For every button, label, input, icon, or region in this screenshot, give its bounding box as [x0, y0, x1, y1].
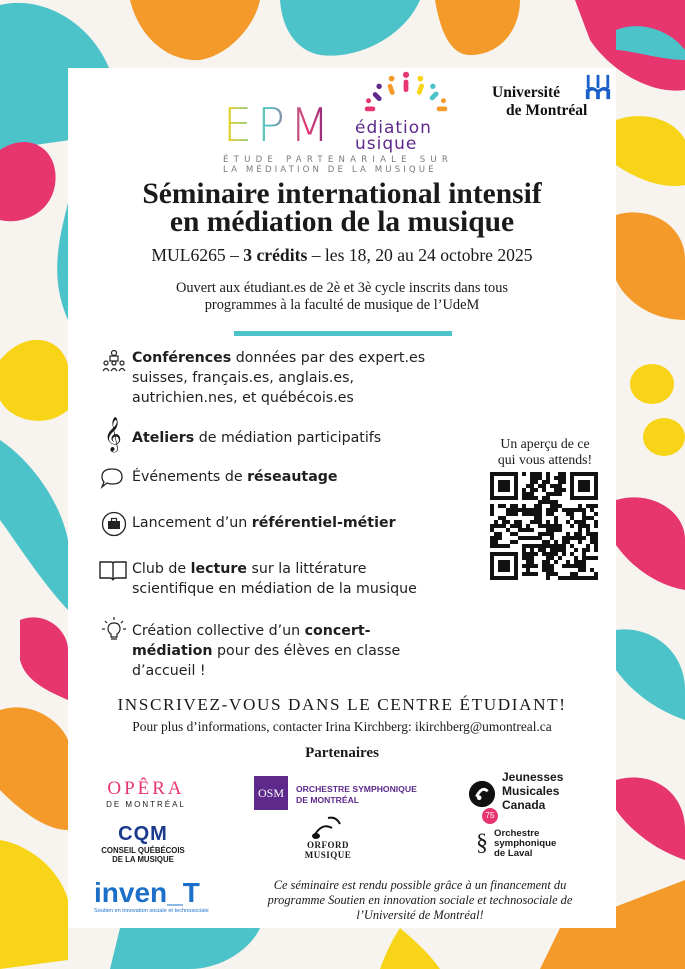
feature-conferences-line-2: suisses, français.es, anglais.es,	[132, 370, 355, 386]
jmc-logo	[468, 770, 578, 830]
epm-mediation: édiation	[355, 118, 432, 138]
feature-conferences	[132, 348, 452, 408]
feature-concert-bold-2: médiation	[132, 643, 213, 659]
invent-logo	[94, 878, 224, 914]
epm-logo	[223, 70, 463, 175]
qr-code[interactable]	[490, 472, 598, 580]
audience-line-2: programmes à la faculté de musique de l’UdeM	[204, 297, 480, 313]
feature-reseautage-bold: réseautage	[247, 469, 338, 485]
osl-logo	[476, 828, 586, 862]
feature-ateliers	[132, 428, 452, 448]
opera-sub: DE MONTRÉAL	[106, 800, 186, 809]
feature-concert-bold: concert-	[304, 623, 371, 639]
cqm-mark: CQM	[118, 823, 168, 845]
orford-logo	[298, 814, 358, 860]
funding-line-3: l’Université de Montréal!	[356, 908, 484, 922]
orford-line-1: ORFORD	[307, 840, 349, 850]
feature-lecture-rest: sur la littérature	[247, 561, 367, 577]
feature-reseautage-pre: Événements de	[132, 469, 248, 485]
osl-symbol-icon: §	[476, 830, 488, 856]
poster-card	[68, 68, 616, 928]
partners-heading: Partenaires	[305, 745, 379, 761]
feature-lecture-bold: lecture	[190, 561, 248, 577]
pink-blob	[0, 142, 56, 221]
opera-name: OPÊRA	[107, 778, 185, 799]
yellow-blob	[380, 928, 440, 969]
jmc-line-1: Jeunesses	[502, 770, 564, 784]
yellow-blob	[0, 340, 68, 421]
open-book-icon	[98, 557, 128, 583]
divider	[234, 331, 452, 336]
osm-logo	[254, 776, 434, 812]
course-info	[68, 245, 616, 266]
page-title-line-1: Séminaire international intensif	[142, 178, 542, 210]
feature-conferences-line-3: autrichien.nes, et québécois.es	[132, 390, 354, 406]
jmc-badge: 75	[482, 808, 498, 824]
osl-line-1: Orchestre	[494, 828, 540, 839]
feature-referentiel-bold: référentiel-métier	[251, 515, 396, 531]
course-dates: – les 18, 20 au 24 octobre 2025	[307, 245, 533, 265]
teal-blob	[110, 928, 260, 969]
feature-referentiel	[132, 513, 452, 533]
feature-reseautage	[132, 467, 452, 487]
feature-conferences-bold: Conférences	[132, 350, 232, 366]
speech-bubble-icon	[99, 465, 125, 491]
feature-conferences-rest: données par des expert.es	[231, 350, 426, 366]
feature-concert-line-3: d’accueil !	[132, 663, 206, 679]
epm-musique: usique	[355, 134, 418, 154]
teal-blob	[280, 0, 420, 56]
invent-mark: inven_T	[94, 877, 200, 908]
orange-blob	[0, 707, 68, 830]
pink-blob	[616, 777, 685, 860]
feature-referentiel-pre: Lancement d’un	[132, 515, 252, 531]
cta-heading: INSCRIVEZ-VOUS DANS LE CENTRE ÉTUDIANT!	[117, 695, 567, 714]
teal-blob	[616, 629, 685, 720]
feature-concert-rest: pour des élèves en classe	[212, 643, 401, 659]
feature-lecture-pre: Club de	[132, 561, 191, 577]
feature-ateliers-bold: Ateliers	[132, 430, 195, 446]
feature-concert-pre: Création collective d’un	[132, 623, 305, 639]
orange-blob	[130, 0, 260, 60]
orange-blob	[616, 212, 685, 320]
feature-lecture	[132, 559, 472, 599]
yellow-blob	[616, 116, 685, 186]
udem-emblem-icon	[584, 72, 612, 102]
yellow-dot	[643, 418, 685, 456]
feature-ateliers-rest: de médiation participatifs	[194, 430, 382, 446]
funding-line-2: programme Soutien en innovation sociale et technosociale de	[267, 893, 573, 907]
yellow-dot	[630, 364, 674, 404]
yellow-blob	[0, 840, 68, 969]
osl-line-3: de Laval	[494, 848, 533, 859]
osm-line-2: DE MONTRÉAL	[296, 795, 360, 805]
briefcase-icon	[101, 511, 127, 537]
cqm-line-1: CONSEIL QUÉBÉCOIS	[101, 846, 185, 855]
jmc-line-3: Canada	[502, 798, 546, 812]
cqm-line-2: DE LA MUSIQUE	[112, 855, 174, 864]
lightbulb-icon	[101, 616, 127, 642]
pink-blob	[20, 617, 68, 700]
university-logo	[492, 72, 617, 122]
invent-sub: Soutien en innovation sociale et technosociale	[94, 908, 209, 914]
osl-line-2: symphonique	[494, 838, 557, 849]
page-title-line-2: en médiation de la musique	[169, 206, 515, 238]
university-line-1: Université	[492, 84, 561, 101]
funding-line-1: Ce séminaire est rendu possible grâce à un financement du	[273, 878, 567, 892]
epm-subtitle-1: ÉTUDE PARTENARIALE SUR	[223, 155, 454, 165]
osm-line-1: ORCHESTRE SYMPHONIQUE	[296, 784, 417, 794]
university-line-2: de Montréal	[506, 102, 588, 119]
qr-caption-line-1: Un aperçu de ce	[500, 436, 590, 451]
osm-mark: OSM	[254, 776, 288, 810]
qr-caption-line-2: qui vous attends!	[497, 452, 593, 467]
audience-line-1: Ouvert aux étudiant.es de 2è et 3è cycle inscrits dans tous	[175, 280, 509, 296]
orford-note-icon	[308, 814, 348, 840]
feature-lecture-line-2: scientifique en médiation de la musique	[132, 581, 417, 597]
contact-line: Pour plus d’informations, contacter Irina Kirchberg: ikirchberg@umontreal.ca	[132, 719, 552, 734]
course-code: MUL6265 –	[151, 245, 244, 265]
course-credits: 3 crédits	[243, 245, 308, 265]
orford-line-2: MUSIQUE	[304, 850, 352, 860]
opera-logo	[96, 778, 196, 809]
teal-blob	[0, 440, 68, 610]
epm-subtitle-2: LA MÉDIATION DE LA MUSIQUE	[223, 165, 437, 175]
feature-concert	[132, 621, 432, 681]
jmc-symbol-icon	[468, 780, 496, 808]
cqm-logo	[88, 823, 198, 864]
epm-letters: EPM	[223, 98, 335, 152]
orange-blob	[435, 0, 520, 55]
jmc-line-2: Musicales	[502, 784, 560, 798]
treble-clef-icon: 𝄞	[104, 418, 122, 451]
pink-blob	[616, 497, 685, 590]
dancing-figures-icon	[361, 70, 451, 118]
audience-icon	[101, 348, 127, 374]
